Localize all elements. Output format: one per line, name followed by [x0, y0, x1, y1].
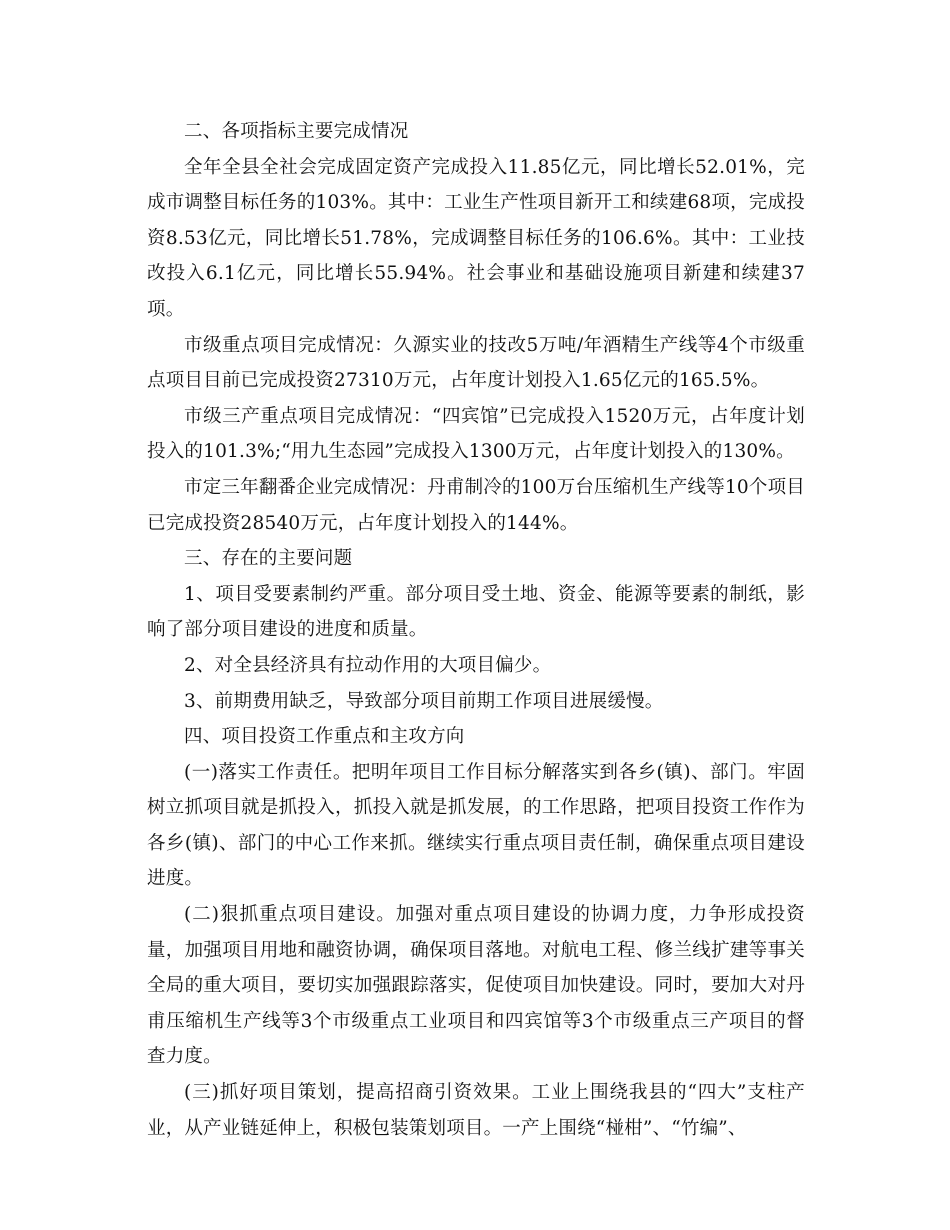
section-heading-4: 四、项目投资工作重点和主攻方向 [184, 726, 465, 748]
paragraph-city-key-projects: 市级重点项目完成情况：久源实业的技改5万吨/年酒精生产线等4个市级重点项目目前已完成投资27310万元，占年度计划投入1.65亿元的165.5%。 [147, 334, 805, 392]
paragraph-focus-2: (二)狠抓重点项目建设。加强对重点项目建设的协调力度，力争形成投资量，加强项目用地和融资协调，确保项目落地。对航电工程、修兰线扩建等事关全局的重大项目，要切实加强跟踪落实，促使项目加快建设。同时，要加大对丹甫压缩机生产线等3个市级重点工业项目和四宾馆等3个市级重点三产项目的督查力度。 [147, 904, 805, 1068]
section-heading-3: 三、存在的主要问题 [184, 548, 353, 570]
paragraph-problem-1: 1、项目受要素制约严重。部分项目受土地、资金、能源等要素的制纸，影响了部分项目建设的进度和质量。 [147, 583, 805, 641]
document-body [147, 114, 805, 1146]
paragraph-focus-3: (三)抓好项目策划，提高招商引资效果。工业上围绕我县的“四大”支柱产业，从产业链延伸上，积极包装策划项目。一产上围绕“椪柑”、“竹编”、 [147, 1082, 805, 1139]
section-heading-2: 二、各项指标主要完成情况 [184, 121, 409, 142]
paragraph-doubling-enterprises: 市定三年翻番企业完成情况：丹甫制冷的100万台压缩机生产线等10个项目已完成投资28540万元，占年度计划投入的144%。 [147, 476, 805, 534]
paragraph-problem-2: 2、对全县经济具有拉动作用的大项目偏少。 [184, 654, 552, 676]
paragraph-focus-1: (一)落实工作责任。把明年项目工作目标分解落实到各乡(镇)、部门。牢固树立抓项目就是抓投入，抓投入就是抓发展，的工作思路，把项目投资工作作为各乡(镇)、部门的中心工作来抓。继续实行重点项目责任制，确保重点项目建设进度。 [147, 761, 805, 890]
paragraph-problem-3: 3、前期费用缺乏，导致部分项目前期工作项目进展缓慢。 [184, 690, 664, 712]
paragraph-investment-summary: 全年全县全社会完成固定资产完成投入11.85亿元，同比增长52.01%，完成市调整目标任务的103%。其中：工业生产性项目新开工和续建68项，完成投资8.53亿元，同比增长51.78%，完成调整目标任务的106.6%。其中：工业技改投入6.1亿元，同比增长55.94%。社会事业和基础设施项目新建和续建37项。 [147, 156, 805, 320]
paragraph-tertiary-projects: 市级三产重点项目完成情况：“四宾馆”已完成投入1520万元，占年度计划投入的101.3%;“用九生态园”完成投入1300万元，占年度计划投入的130%。 [147, 405, 805, 463]
